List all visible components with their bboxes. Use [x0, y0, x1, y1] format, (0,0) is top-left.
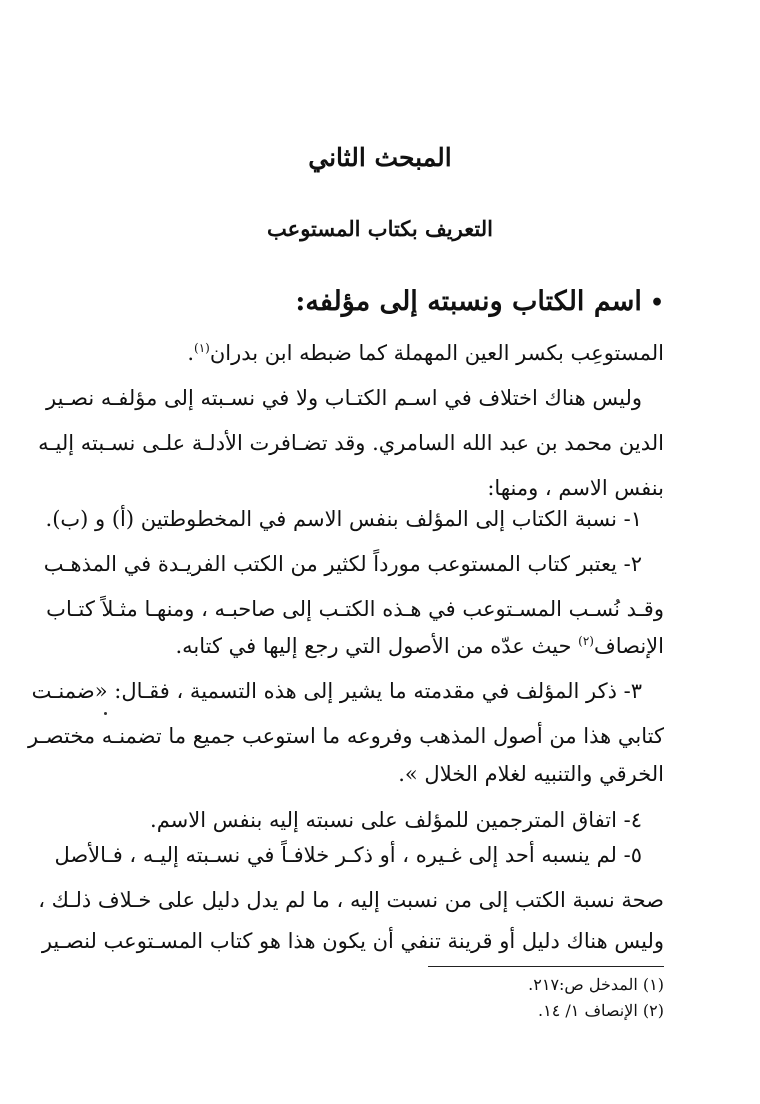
list-item: ٤- اتفاق المترجمين للمؤلف على نسبته إليه بنفس الاسم.	[150, 808, 642, 832]
list-item: ٣- ذكر المؤلف في مقدمته ما يشير إلى هذه التسمية ، فقـال: «ضمنـت	[31, 679, 642, 703]
body-line: وليس هناك دليل أو قرينة تنفي أن يكون هذا هو كتاب المسـتوعب لنصـير	[41, 929, 664, 953]
section-title: التعريف بكتاب المستوعب	[267, 216, 493, 241]
body-line: صحة نسبة الكتب إلى من نسبت إليه ، ما لم يدل دليل على خـلاف ذلـك ،	[38, 888, 664, 912]
body-line: الإنصاف$^{(٢)}$ حيث عدّه من الأصول التي رجع إليها في كتابه.	[175, 634, 664, 658]
list-item: ٢- يعتبر كتاب المستوعب مورداً لكثير من الكتب الفريـدة في المذهـب	[43, 552, 642, 576]
footnote: (٢) الإنصاف ١/ ١٤.	[538, 1001, 664, 1020]
footnote: (١) المدخل ص:٢١٧.	[528, 975, 664, 994]
footnote-ref: (١)	[194, 341, 210, 355]
body-line: بنفس الاسم ، ومنها:	[487, 476, 664, 500]
scan-speck	[104, 712, 107, 715]
body-line: الخرقي والتنبيه لغلام الخلال ».	[398, 762, 664, 786]
body-line: المستوعِب بكسر العين المهملة كما ضبطه ابن بدران$^{(١)}$.	[187, 341, 664, 365]
list-item: ١- نسبة الكتاب إلى المؤلف بنفس الاسم في المخطوطتين (أ) و (ب).	[45, 507, 642, 531]
list-item: ٥- لم ينسبه أحد إلى غـيره ، أو ذكـر خلافـاً في نسـبته إليـه ، فـالأصل	[54, 843, 642, 867]
body-line: الدين محمد بن عبد الله السامري. وقد تضـافرت الأدلـة علـى نسـبته إليـه	[38, 431, 664, 455]
footnote-divider	[428, 966, 664, 967]
body-line: وقـد نُسـب المسـتوعب في هـذه الكتـب إلى صاحبـه ، ومنهـا مثـلاً كتـاب	[46, 597, 664, 621]
heading-text: اسم الكتاب ونسبته إلى مؤلفه:	[295, 286, 642, 317]
body-line: وليس هناك اختلاف في اسـم الكتـاب ولا في نسـبته إلى مؤلفـه نصـير	[46, 386, 642, 410]
footnote-ref: (٢)	[578, 634, 594, 648]
section-heading	[295, 286, 664, 317]
body-line: كتابي هذا من أصول المذهب وفروعه ما استوعب جميع ما تضمنـه مختصـر	[28, 724, 664, 748]
chapter-title: المبحث الثاني	[308, 143, 452, 172]
bullet-icon: •	[649, 290, 664, 316]
